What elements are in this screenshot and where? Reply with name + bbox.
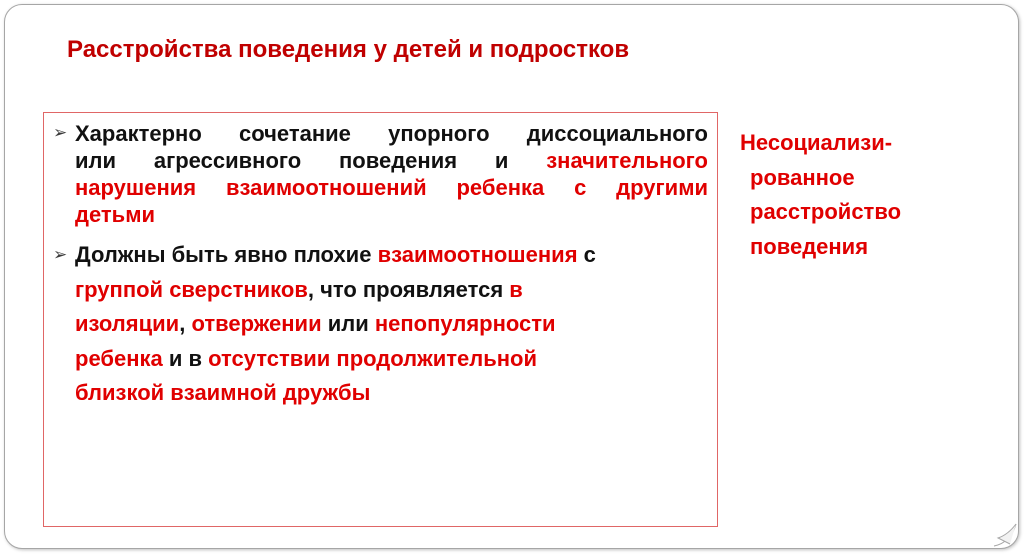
highlighted-text-segment: группой сверстников (75, 276, 308, 302)
bullet-line (75, 342, 708, 377)
bullet-line (75, 201, 708, 228)
bullet-line (75, 120, 708, 147)
slide-frame (4, 4, 1019, 549)
page-curl-icon (992, 522, 1018, 548)
text-segment: или агрессивного поведения и (75, 148, 547, 173)
side-label-line: Несоциализи- (740, 130, 893, 155)
bullet-line (75, 273, 708, 308)
arrow-bullet-icon: ➢ (53, 123, 68, 143)
bullet-line (75, 174, 708, 201)
highlighted-text-segment: близкой взаимной дружбы (75, 380, 371, 405)
highlighted-text-segment: нарушения взаимоотношений ребенка с другими (75, 175, 708, 200)
side-label-line: поведения (750, 233, 869, 259)
bullet-line (75, 238, 708, 273)
text-segment: Должны быть явно плохие (75, 242, 378, 267)
bullet-item (44, 238, 717, 411)
bullet-line (75, 376, 708, 411)
slide-title: Расстройства поведения у детей и подростков (67, 36, 630, 63)
text-segment: , что проявляется (307, 276, 510, 302)
bullet-item (44, 120, 717, 228)
highlighted-text-segment: непопулярности (374, 311, 556, 336)
side-label-line: рованное (750, 164, 855, 190)
highlighted-text-segment: значительного (546, 148, 708, 173)
text-segment: с (577, 242, 596, 267)
text-segment: , (179, 311, 192, 336)
highlighted-text-segment: ребенка (75, 345, 163, 371)
text-segment: или (321, 311, 375, 336)
side-label (740, 126, 901, 264)
bullet-line (75, 307, 708, 342)
highlighted-text-segment: взаимоотношения (377, 242, 578, 267)
highlighted-text-segment: изоляции (75, 311, 180, 336)
highlighted-text-segment: в (509, 276, 523, 302)
highlighted-text-segment: отсутствии продолжительной (208, 345, 538, 371)
content-box (43, 112, 718, 527)
side-label-line: расстройство (750, 199, 902, 224)
arrow-bullet-icon: ➢ (53, 245, 68, 265)
bullet-line (75, 147, 708, 174)
highlighted-text-segment: детьми (75, 202, 156, 227)
text-segment: и в (162, 345, 209, 371)
highlighted-text-segment: отвержении (191, 311, 322, 336)
text-segment: Характерно сочетание упорного диссоциального (75, 121, 708, 146)
